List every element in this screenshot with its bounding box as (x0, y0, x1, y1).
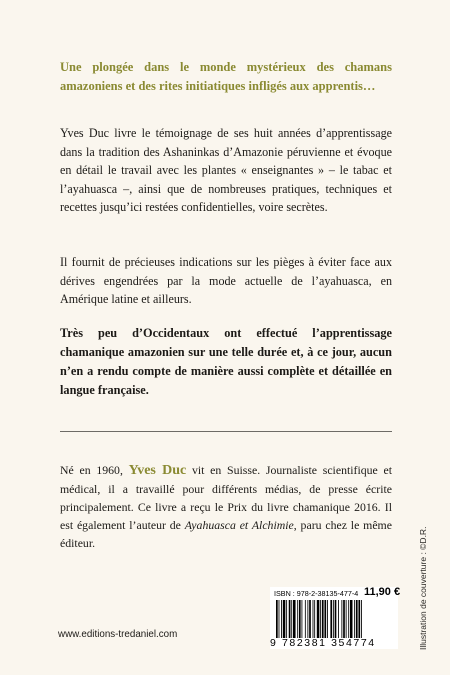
barcode-bar (299, 600, 301, 638)
paragraph-3: Très peu d’Occidentaux ont effectué l’apprentissage chamanique amazonien sur une telle durée et, à ce jour, aucun n’en a rendu compte de manière aussi complète et détaillée en langue française. (60, 326, 392, 397)
bio-text-b: , paru chez le même éditeur. (60, 518, 392, 550)
divider (60, 431, 392, 432)
barcode-bar (302, 600, 303, 638)
barcode-bar (348, 600, 349, 638)
barcode-bar (350, 600, 353, 638)
barcode-digits: 9 782381 354774 (270, 637, 376, 649)
barcode-bar (297, 600, 298, 638)
barcode-bar (335, 600, 337, 638)
barcode-bar (341, 600, 342, 638)
isbn-label: ISBN : 978-2-38135-477-4 (274, 589, 359, 598)
barcode-bar (281, 600, 282, 638)
barcode-bar (338, 600, 339, 638)
barcode-bar (354, 600, 355, 638)
barcode-bar (320, 600, 321, 638)
publisher-website[interactable]: www.editions-tredaniel.com (58, 629, 178, 640)
barcode-bar (276, 600, 278, 638)
barcode-bar (361, 600, 362, 638)
barcode-bar (307, 600, 308, 638)
cover-credit: Illustration de couverture : ©D.R. (418, 526, 428, 650)
barcode-bar (343, 600, 345, 638)
price-label: 11,90 € (364, 586, 401, 598)
barcode-bar (283, 600, 286, 638)
barcode-bar (286, 600, 287, 638)
author-bio (60, 461, 392, 552)
author-name: Yves Duc (128, 463, 187, 478)
barcode-bar (358, 600, 360, 638)
barcode-bar (333, 600, 334, 638)
barcode-bar (317, 600, 320, 638)
barcode-bar (330, 600, 332, 638)
barcode-bar (279, 600, 280, 638)
barcode-bar (289, 600, 291, 638)
barcode-bar (314, 600, 315, 638)
barcode-icon (276, 600, 394, 638)
bio-text-a: vit en Suisse. Journaliste scientifique et médical, il a travaillé pour différents médias, de presse écrite principalement. Ce livre a reçu le Prix du livre chamanique 2016. Il est également l’auteur de (60, 463, 393, 532)
book-title: Ayahuasca et Alchimie (184, 518, 294, 532)
barcode-bar (305, 600, 306, 638)
paragraph-2: Il fournit de précieuses indications sur les pièges à éviter face aux dérives engendrées par la mode actuelle de l’ayahuasca, en Amérique latine et ailleurs. (60, 255, 392, 307)
bio-born: Né en 1960, (60, 463, 129, 477)
lead-text: Une plongée dans le monde mystérieux des chamans amazoniens et des rites initiatiques infligés aux apprentis… (60, 60, 392, 93)
barcode-bar (346, 600, 347, 638)
barcode-bar (356, 600, 358, 638)
barcode-bar (324, 600, 326, 638)
barcode-bar (309, 600, 311, 638)
barcode-bar (293, 600, 296, 638)
barcode-bar (322, 600, 324, 638)
barcode-bar (291, 600, 292, 638)
barcode-bar (313, 600, 314, 638)
paragraph-1: Yves Duc livre le témoignage de ses huit années d’apprentissage dans la tradition des Ashaninkas d’Amazonie péruvienne et évoque en détail le travail avec les plantes « enseignantes » – le tabac et l’ayahuasca –, ainsi que de nombreuses pratiques, techniques et recettes jusqu’ici restées confidentielles, voire secrètes. (60, 126, 392, 215)
barcode-bar (327, 600, 328, 638)
